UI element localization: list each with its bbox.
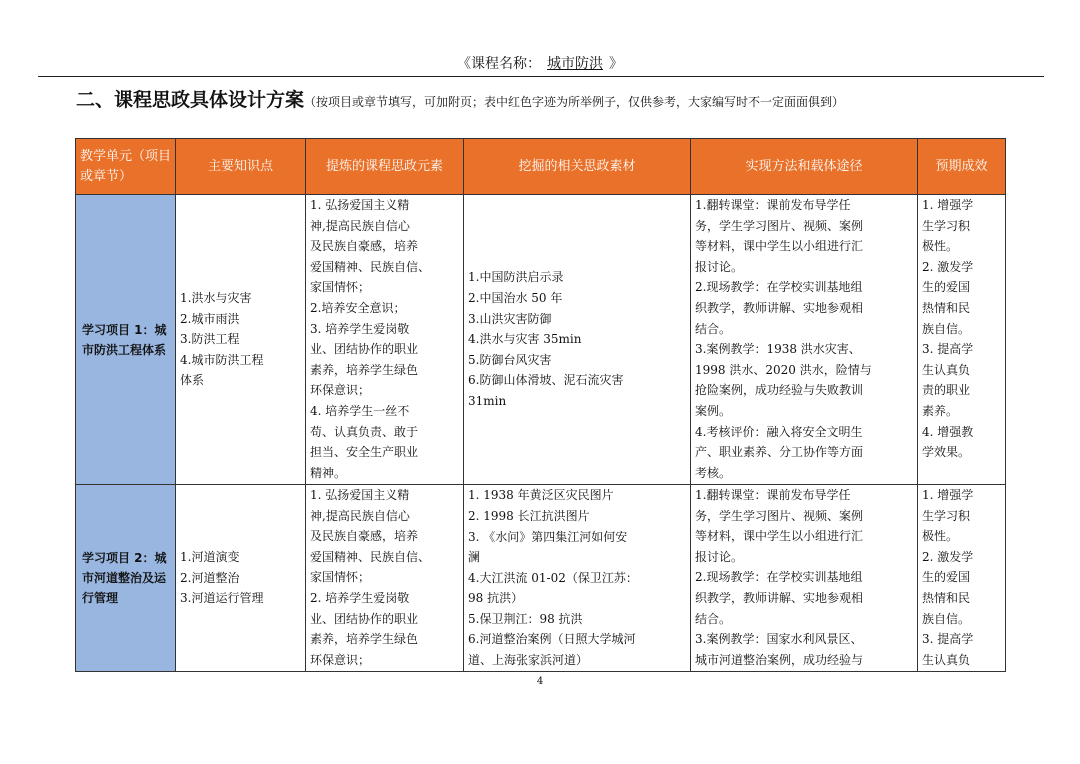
cell-line: 爱国精神、民族自信、	[310, 259, 431, 274]
table-row	[76, 195, 1006, 485]
cell-line: 案例。	[695, 403, 732, 418]
header-related-materials: 挖掘的相关思政素材	[464, 139, 691, 195]
cell-line: 3.案例教学：国家水利风景区、	[695, 632, 863, 647]
cell-line: 1. 增强学	[922, 198, 974, 212]
cell-line: 神,提高民族自信心	[310, 218, 410, 233]
course-header-suffix: 》	[609, 56, 623, 72]
cell-line: 2.现场教学：在学校实训基地组	[695, 280, 863, 295]
cell-line: 热情和民	[922, 590, 971, 605]
cell-line: 织教学，教师讲解、实地参观相	[695, 590, 864, 605]
cell-line: 素养，培养学生绿色	[310, 362, 419, 377]
cell-line: 务，学生学习图片、视频、案例	[695, 508, 864, 523]
header-knowledge-points: 主要知识点	[176, 139, 306, 195]
cell-line: 1.中国防洪启示录	[468, 270, 564, 285]
cell-line: 学效果。	[922, 445, 971, 460]
section-title-note: （按项目或章节填写，可加附页；表中红色字迹为所举例子，仅供参考，大家编写时不一定面面俱到）	[304, 95, 845, 109]
cell-line: 族自信。	[922, 611, 971, 626]
course-header	[0, 55, 1080, 73]
cell-line: 2.培养安全意识；	[310, 300, 406, 315]
cell-line: 98 抗洪）	[468, 591, 524, 606]
cell-line: 极性。	[922, 529, 959, 544]
cell-line: 道、上海张家浜河道）	[468, 653, 589, 668]
header-methods: 实现方法和载体途径	[691, 139, 918, 195]
cell-line: 环保意识；	[310, 383, 371, 398]
ideological-elements-cell	[306, 485, 464, 672]
cell-line: 3. 《水问》第四集江河如何安	[468, 529, 628, 544]
cell-line: 1.翻转课堂：课前发布导学任	[695, 198, 851, 212]
cell-line: 生学习积	[922, 218, 971, 233]
header-divider	[38, 76, 1044, 77]
cell-line: 2. 1998 长江抗洪图片	[468, 508, 590, 523]
cell-line: 结合。	[695, 321, 732, 336]
header-ideological-elements: 提炼的课程思政元素	[306, 139, 464, 195]
header-teaching-unit: 教学单元（项目或章节）	[76, 139, 176, 195]
cell-line: 业、团结协作的职业	[310, 342, 419, 357]
teaching-unit-cell: 学习项目 2：城市河道整治及运行管理	[76, 485, 176, 672]
teaching-unit-cell: 学习项目 1：城市防洪工程体系	[76, 195, 176, 485]
cell-line: 1. 增强学	[922, 488, 974, 502]
header-expected-outcomes: 预期成效	[918, 139, 1006, 195]
table-row	[76, 485, 1006, 672]
cell-line: 5.保卫荆江：98 抗洪	[468, 611, 583, 626]
cell-line: 2. 激发学	[922, 259, 974, 274]
cell-line: 体系	[180, 373, 205, 388]
cell-line: 3. 提高学	[922, 632, 974, 647]
cell-line: 热情和民	[922, 300, 971, 315]
cell-line: 务，学生学习图片、视频、案例	[695, 218, 864, 233]
cell-line: 生认真负	[922, 652, 971, 667]
cell-line: 1.洪水与灾害	[180, 291, 252, 306]
cell-line: 3. 培养学生爱岗敬	[310, 321, 410, 336]
cell-line: 3.河道运行管理	[180, 591, 264, 606]
cell-line: 生认真负	[922, 362, 971, 377]
table-header-row	[76, 139, 1006, 195]
course-header-prefix: 《课程名称：	[457, 56, 541, 72]
ideological-elements-cell	[306, 195, 464, 485]
outcomes-cell	[918, 485, 1006, 672]
materials-cell	[464, 485, 691, 672]
cell-line: 结合。	[695, 611, 732, 626]
cell-line: 2.现场教学：在学校实训基地组	[695, 570, 863, 585]
cell-line: 2.中国治水 50 年	[468, 291, 563, 306]
knowledge-points-cell	[176, 485, 306, 672]
cell-line: 4.洪水与灾害 35min	[468, 332, 582, 347]
cell-line: 6.河道整治案例（日照大学城河	[468, 632, 636, 647]
cell-line: 及民族自豪感，培养	[310, 239, 419, 254]
methods-cell	[691, 195, 918, 485]
cell-line: 家国情怀；	[310, 570, 371, 585]
cell-line: 生学习积	[922, 508, 971, 523]
materials-cell	[464, 195, 691, 485]
cell-line: 4.城市防洪工程	[180, 352, 264, 367]
cell-line: 担当、安全生产职业	[310, 445, 419, 460]
cell-line: 环保意识；	[310, 652, 371, 667]
cell-line: 2.河道整治	[180, 570, 240, 585]
cell-line: 31min	[468, 393, 507, 408]
section-title-main: 二、课程思政具体设计方案	[76, 89, 305, 111]
cell-line: 3.防洪工程	[180, 332, 240, 347]
cell-line: 抢险案例，成功经验与失败教训	[695, 383, 864, 398]
cell-line: 4.大江洪流 01-02（保卫江苏：	[468, 570, 638, 585]
course-name: 城市防洪	[547, 56, 603, 72]
cell-line: 1.河道演变	[180, 550, 240, 565]
knowledge-points-cell	[176, 195, 306, 485]
cell-line: 等材料，课中学生以小组进行汇	[695, 239, 864, 254]
cell-line: 织教学，教师讲解、实地参观相	[695, 300, 864, 315]
cell-line: 澜	[468, 550, 481, 565]
cell-line: 4. 增强教	[922, 424, 974, 439]
cell-line: 责的职业	[922, 383, 971, 398]
cell-line: 1998 洪水、2020 洪水，险情与	[695, 362, 872, 377]
cell-line: 2. 激发学	[922, 549, 974, 564]
cell-line: 1. 弘扬爱国主义精	[310, 488, 410, 502]
cell-line: 4.考核评价：融入将安全文明生	[695, 424, 863, 439]
cell-line: 素养。	[922, 403, 959, 418]
page-number: 4	[536, 676, 544, 687]
cell-line: 神,提高民族自信心	[310, 508, 410, 523]
cell-line: 6.防御山体滑坡、泥石流灾害	[468, 373, 624, 388]
cell-line: 精神。	[310, 465, 347, 480]
cell-line: 极性。	[922, 239, 959, 254]
cell-line: 报讨论。	[695, 259, 744, 274]
cell-line: 业、团结协作的职业	[310, 611, 419, 626]
cell-line: 苟、认真负责、敢于	[310, 424, 419, 439]
cell-line: 产、职业素养、分工协作等方面	[695, 445, 864, 460]
cell-line: 3. 提高学	[922, 342, 974, 357]
cell-line: 2. 培养学生爱岗敬	[310, 590, 410, 605]
cell-line: 4. 培养学生一丝不	[310, 403, 410, 418]
cell-line: 1. 1938 年黄泛区灾民图片	[468, 488, 614, 503]
cell-line: 家国情怀；	[310, 280, 371, 295]
cell-line: 生的爱国	[922, 280, 971, 295]
design-plan-table	[75, 138, 1006, 672]
cell-line: 1. 弘扬爱国主义精	[310, 198, 410, 212]
cell-line: 考核。	[695, 465, 732, 480]
outcomes-cell	[918, 195, 1006, 485]
cell-line: 1.翻转课堂：课前发布导学任	[695, 488, 851, 502]
methods-cell	[691, 485, 918, 672]
cell-line: 报讨论。	[695, 549, 744, 564]
cell-line: 及民族自豪感，培养	[310, 529, 419, 544]
cell-line: 族自信。	[922, 321, 971, 336]
cell-line: 3.案例教学：1938 洪水灾害、	[695, 342, 861, 357]
cell-line: 2.城市雨洪	[180, 311, 240, 326]
section-title	[76, 88, 1066, 114]
cell-line: 生的爱国	[922, 570, 971, 585]
cell-line: 素养，培养学生绿色	[310, 632, 419, 647]
cell-line: 3.山洪灾害防御	[468, 311, 552, 326]
cell-line: 爱国精神、民族自信、	[310, 549, 431, 564]
cell-line: 等材料，课中学生以小组进行汇	[695, 529, 864, 544]
cell-line: 城市河道整治案例，成功经验与	[695, 652, 864, 667]
cell-line: 5.防御台风灾害	[468, 352, 552, 367]
